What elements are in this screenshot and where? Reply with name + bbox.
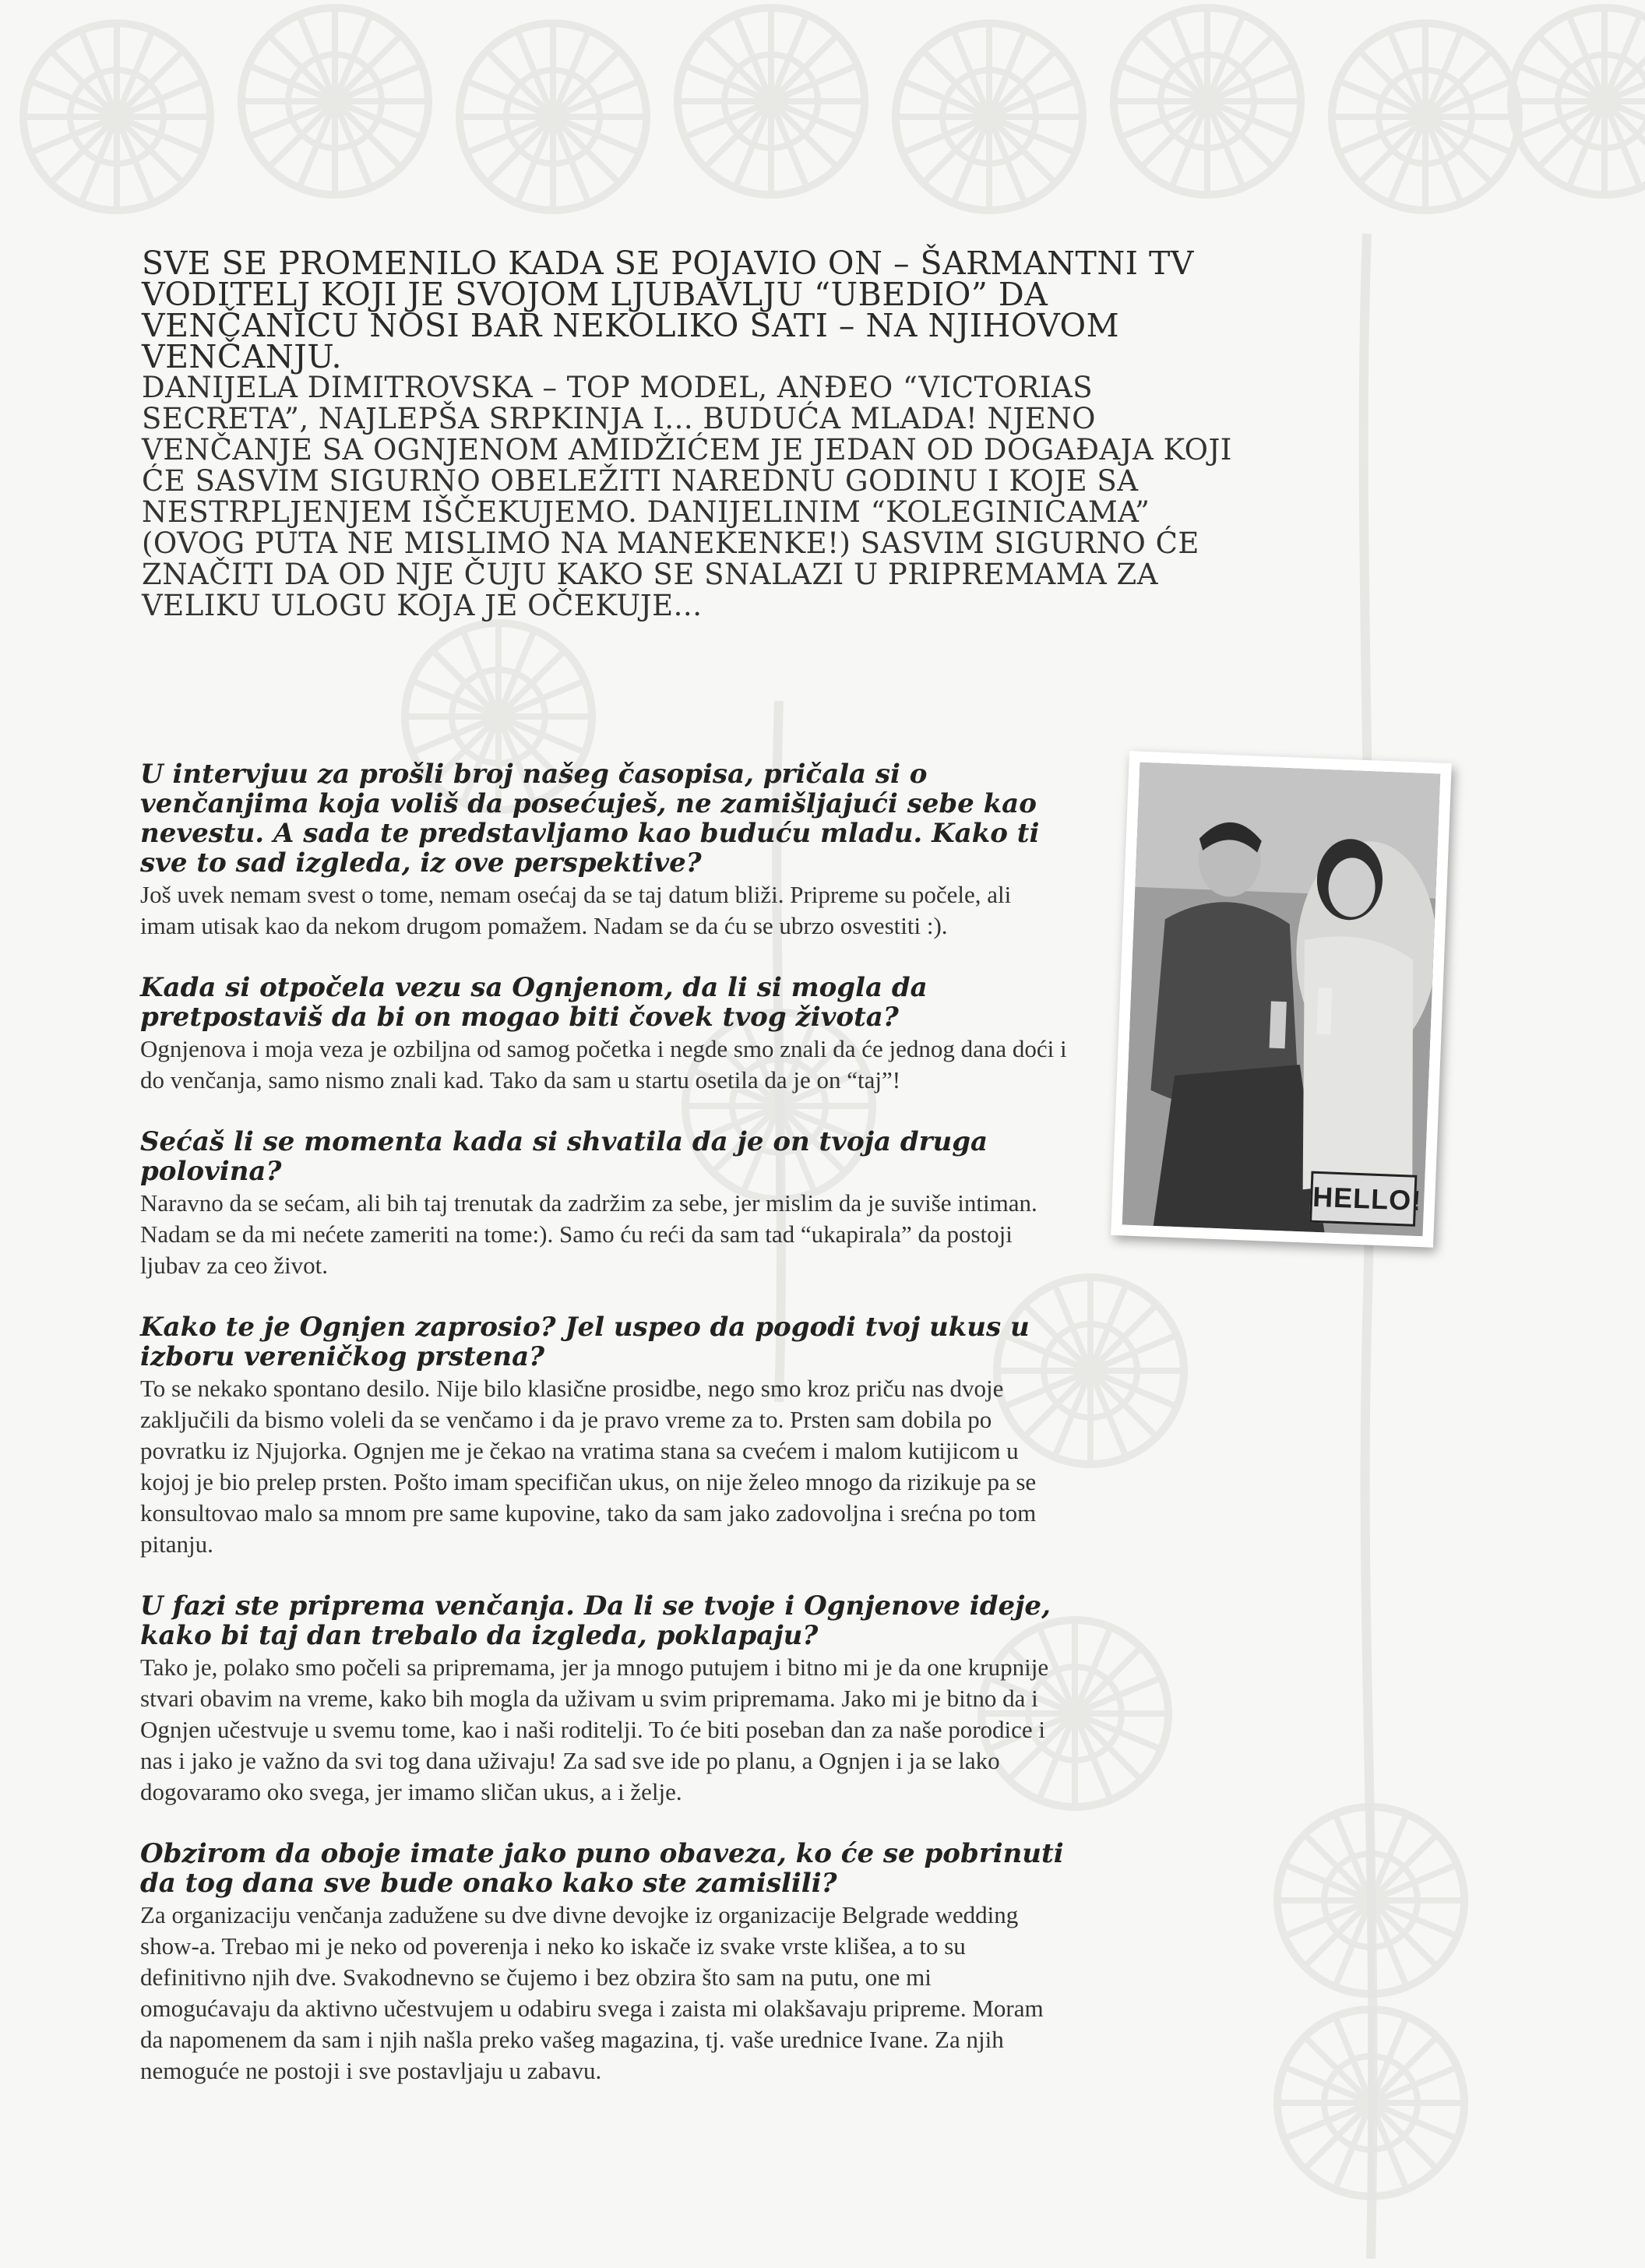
qa-item xyxy=(140,1591,1067,1808)
question: Kada si otpočela vezu sa Ognjenom, da li si mogla da pretpostaviš da bi on mogao biti čovek tvog života? xyxy=(140,972,928,1033)
interview-section xyxy=(140,759,1067,2118)
qa-item xyxy=(140,1127,1067,1281)
answer: Tako je, polako smo počeli sa pripremama, jer ja mnogo putujem i bitno mi je da one krupnije stvari obavim na vreme, kako bih mogla da uživam u svim pripremama. Jako mi je bitno da i Ognjen učestvuje u svemu tome, kao i naši roditelji. To će biti poseban dan za naše porodice i nas i jako je važno da svi tog dana uživaju! Za sad sve ide po planu, a Ognjen i ja se lako dogovaramo oko svega, jer imamo sličan ukus, a i želje. xyxy=(140,1653,1049,1805)
intro-text xyxy=(142,245,1232,622)
qa-item xyxy=(140,1312,1067,1560)
magazine-cover-photo xyxy=(1111,751,1452,1247)
intro-lead: SVE SE PROMENILO KADA SE POJAVIO ON – ŠARMANTNI TV VODITELJ KOJI JE SVOJOM LJUBAVLJU “UBEDIO” DA VENČANICU NOSI BAR NEKOLIKO SATI – NA NJIHOVOM VENČANJU. xyxy=(142,245,1194,375)
intro-body: DANIJELA DIMITROVSKA – TOP MODEL, ANĐEO “VICTORIAS SECRETA”, NAJLEPŠA SRPKINJA I... BUDUĆA MLADA! NJENO VENČANJE SA OGNJENOM AMIDŽIĆEM JE JEDAN OD DOGAĐAJA KOJI ĆE SASVIM SIGURNO OBELEŽITI NAREDNU GODINU I KOJE SA NESTRPLJENJEM IŠČEKUJEMO. DANIJELINIM “KOLEGINICAMA” (OVOG PUTA NE MISLIMO NA MANEKENKE!) SASVIM SIGURNO ĆE ZNAČITI DA OD NJE ČUJU KAKO SE SNALAZI U PRIPREMAMA ZA VELIKU ULOGU KOJA JE OČEKUJE... xyxy=(142,371,1232,622)
answer: To se nekako spontano desilo. Nije bilo klasične prosidbe, nego smo kroz priču nas dvoje zaključili da bismo voleli da se venčamo i da je pravo vreme za to. Prsten sam dobila po povratku iz Njujorka. Ognjen me je čekao na vratima stana sa cvećem i malom kutijicom u kojoj je bio prelep prsten. Pošto imam specifičan ukus, on nije želeo mnogo da rizikuje pa se konsultovao malo sa mnom pre same kupovine, tako da sam jako zadovoljna i srećna po tom pitanju. xyxy=(140,1375,1037,1558)
couple-photo xyxy=(1122,762,1441,1236)
qa-item xyxy=(140,973,1067,1096)
qa-item xyxy=(140,759,1067,942)
answer: Još uvek nemam svest o tome, nemam osećaj da se taj datum bliži. Pripreme su počele, ali imam utisak kao da nekom drugom pomažem. Nadam se da ću se ubrzo osvestiti :). xyxy=(140,881,1012,939)
question: U intervjuu za prošli broj našeg časopisa, pričala si o venčanjima koja voliš da posećuješ, ne zamišljajući sebe kao nevestu. A sada te predstavljamo kao buduću mladu. Kako ti sve to sad izgleda, iz ove perspektive? xyxy=(140,759,1040,879)
question: Kako te je Ognjen zaprosio? Jel uspeo da pogodi tvoj ukus u izboru vereničkog prstena? xyxy=(140,1312,1030,1372)
answer: Naravno da se sećam, ali bih taj trenutak da zadržim za sebe, jer mislim da je suviše intiman. Nadam se da mi nećete zameriti na tome:). Samo ću reći da sam tad “ukapirala” da postoji ljubav za ceo život. xyxy=(140,1189,1037,1279)
magazine-logo: HELLO! xyxy=(1309,1171,1417,1227)
question: Sećaš li se momenta kada si shvatila da je on tvoja druga polovina? xyxy=(140,1126,988,1187)
answer: Ognjenova i moja veza je ozbiljna od samog početka i negde smo znali da će jednog dana doći i do venčanja, samo nismo znali kad. Tako da sam u startu osetila da je on “taj”! xyxy=(140,1035,1067,1094)
couple-silhouette xyxy=(1122,762,1441,1236)
qa-item xyxy=(140,1839,1067,2087)
question: U fazi ste priprema venčanja. Da li se tvoje i Ognjenove ideje, kako bi taj dan trebalo da izgleda, poklapaju? xyxy=(140,1590,1051,1651)
question: Obzirom da oboje imate jako puno obaveza, ko će se pobrinuti da tog dana sve bude onako kako ste zamislili? xyxy=(140,1838,1064,1899)
answer: Za organizaciju venčanja zadužene su dve divne devojke iz organizacije Belgrade wedding show-a. Trebao mi je neko od poverenja i neko ko iskače iz svake vrste klišea, a to su definitivno njih dve. Svakodnevno se čujemo i bez obzira što sam na putu, one mi omogućavaju da aktivno učestvujem u odabiru svega i zaista mi olakšavaju pripreme. Moram da napomenem da sam i njih našla preko vašeg magazina, tj. vaše urednice Ivane. Za njih nemoguće ne postoji i sve postavljaju u zabavu. xyxy=(140,1901,1044,2084)
